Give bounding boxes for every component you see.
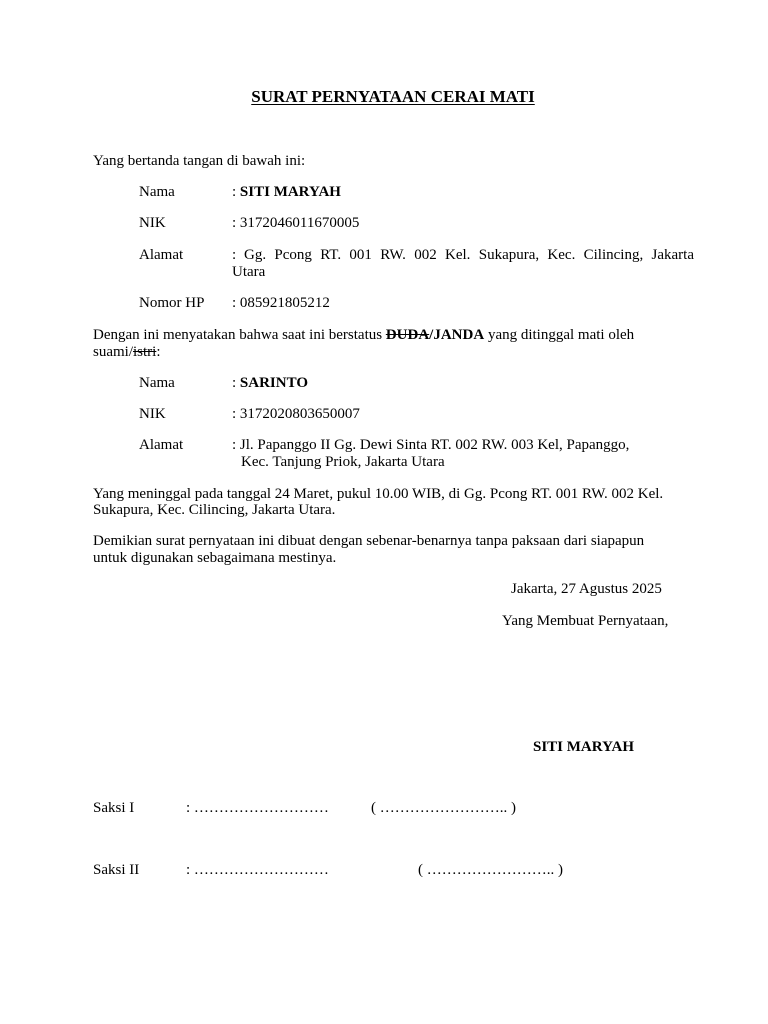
deceased-nik-label: NIK (139, 406, 166, 422)
witness-2-name-blank: : ……………………… (186, 862, 329, 878)
declarant-nik-value: 3172046011670005 (239, 215, 360, 231)
deceased-nik (232, 406, 360, 423)
death-info-line-1: Yang meninggal pada tanggal 24 Maret, pukul 10.00 WIB, di Gg. Pcong RT. 001 RW. 002 Kel. (93, 486, 664, 502)
closing-line-1: Demikian surat pernyataan ini dibuat dengan sebenar-benarnya tanpa paksaan dari siapapun (93, 533, 645, 549)
deceased-address-label: Alamat (139, 437, 184, 453)
colon: : (232, 215, 237, 231)
statement-text-3: suami/ (93, 344, 133, 360)
signer-name: SITI MARYAH (533, 739, 635, 755)
status-slash: / (429, 327, 434, 343)
colon: : (232, 247, 237, 263)
declarant-address-value: Gg. Pcong RT. 001 RW. 002 Kel. Sukapura, Kec. Cilincing, Jakarta (244, 247, 694, 263)
document-title: SURAT PERNYATAAN CERAI MATI (251, 87, 535, 106)
witness-1-label: Saksi I (93, 800, 135, 816)
deceased-address-value: Jl. Papanggo II Gg. Dewi Sinta RT. 002 RW. 003 Kel, Papanggo, (239, 437, 630, 453)
deceased-nik-value: 3172020803650007 (239, 406, 360, 422)
declarant-address-value-2: Utara (232, 264, 266, 280)
witness-1-name-blank: : ……………………… (186, 800, 329, 816)
statement-line-1 (93, 327, 634, 344)
statement-text-4: : (156, 344, 161, 360)
intro-text: Yang bertanda tangan di bawah ini: (93, 153, 306, 169)
witness-2-label: Saksi II (93, 862, 140, 878)
deceased-address-value-2: Kec. Tanjung Priok, Jakarta Utara (241, 454, 445, 470)
colon: : (232, 295, 237, 311)
declarant-nik-label: NIK (139, 215, 166, 231)
declarant-phone-label: Nomor HP (139, 295, 205, 311)
colon: : (232, 184, 237, 200)
declarant-phone-value: 085921805212 (239, 295, 330, 311)
colon: : (232, 406, 237, 422)
spouse-struck: istri (133, 344, 157, 360)
declarant-address-label: Alamat (139, 247, 184, 263)
signer-caption: Yang Membuat Pernyataan, (502, 613, 669, 629)
deceased-address (232, 437, 629, 454)
witness-1-sign-blank: ( …………………….. ) (371, 800, 516, 816)
deceased-name (232, 375, 308, 392)
status-kept: JANDA (433, 327, 485, 343)
declarant-name-value: SITI MARYAH (239, 184, 341, 200)
deceased-name-label: Nama (139, 375, 175, 391)
witness-2-sign-blank: ( …………………….. ) (418, 862, 563, 878)
closing-line-2: untuk digunakan sebagaimana mestinya. (93, 550, 337, 566)
declarant-name-label: Nama (139, 184, 175, 200)
declarant-name (232, 184, 341, 201)
colon: : (232, 375, 237, 391)
declarant-phone (232, 295, 330, 312)
statement-text-1: Dengan ini menyatakan bahwa saat ini berstatus (93, 327, 386, 343)
colon: : (232, 437, 237, 453)
declarant-address (232, 247, 694, 264)
status-struck: DUDA (385, 327, 430, 343)
declarant-nik (232, 215, 359, 232)
death-info-line-2: Sukapura, Kec. Cilincing, Jakarta Utara. (93, 502, 336, 518)
deceased-name-value: SARINTO (239, 375, 309, 391)
place-date: Jakarta, 27 Agustus 2025 (511, 581, 662, 597)
statement-text-2: yang ditinggal mati oleh (484, 327, 635, 343)
statement-line-2 (93, 344, 161, 361)
